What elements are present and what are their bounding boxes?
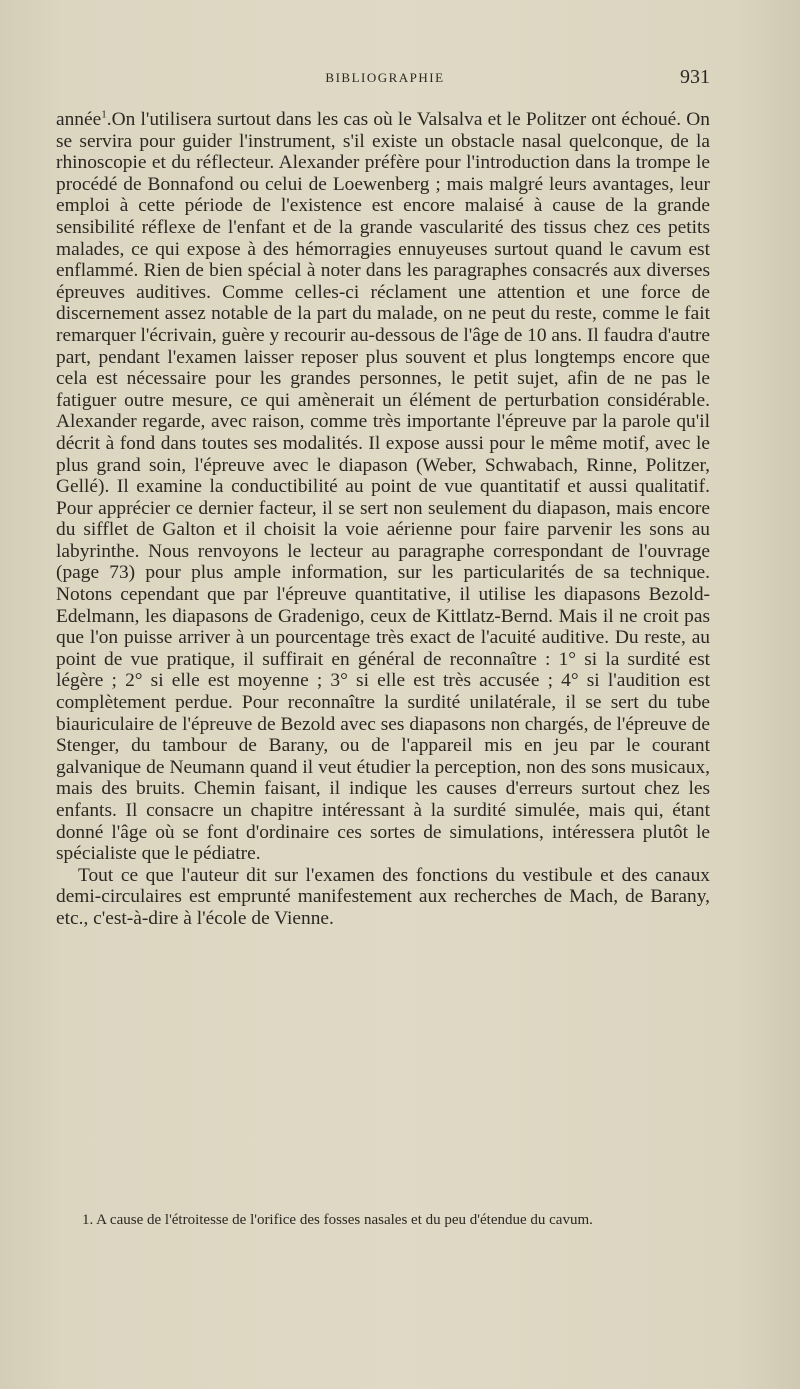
paragraph-2: Tout ce que l'auteur dit sur l'examen des fonctions du vestibule et des canaux demi-circulaires est emprunté manifestement aux recherches de Mach, de Barany, etc., c'est-à-dire à l'école de Vienne. [56, 864, 710, 929]
running-title: BIBLIOGRAPHIE [325, 70, 445, 85]
footnote-reference[interactable]: 1 [101, 108, 107, 121]
body-text [56, 109, 710, 930]
page-number: 931 [680, 66, 710, 88]
paragraph-1-start: année [56, 109, 102, 130]
paragraph-1 [56, 109, 710, 865]
page-header [60, 66, 710, 92]
paragraph-1-text: .On l'utilisera surtout dans les cas où le Valsalva et le Politzer ont échoué. On se servira pour guider l'instrument, s'il existe un obstacle nasal quelconque, de la rhinoscopie et du réflecteur. Alexander préfère pour l'introduction dans la trompe le procédé de Bonnafond ou celui de Loewenberg ; mais malgré leurs avantages, leur emploi à cette période de l'existence est encore malaisé à cause de la grande sensibilité réflexe de l'enfant et de la grande vascularité des tissus chez ces petits malades, ce qui expose à des hémorragies ennuyeuses surtout quand le cavum est enflammé. Rien de bien spécial à noter dans les paragraphes consacrés aux diverses épreuves auditives. Comme celles-ci réclament une attention et une force de discernement assez notable de la part du malade, on ne peut du reste, comme le fait remarquer l'écrivain, guère y recourir au-dessous de l'âge de 10 ans. Il faudra d'autre part, pendant l'examen laisser reposer plus souvent et plus longtemps encore que cela est nécessaire pour les grandes personnes, le petit sujet, afin de ne pas le fatiguer outre mesure, ce qui amènerait un élément de perturbation considérable. Alexander regarde, avec raison, comme très importante l'épreuve par la parole qu'il décrit à fond dans toutes ses modalités. Il expose aussi pour le même motif, avec le plus grand soin, l'épreuve avec le diapason (Weber, Schwabach, Rinne, Politzer, Gellé). Il examine la conductibilité au point de vue quantitatif et aussi qualitatif. Pour apprécier ce dernier facteur, il se sert non seulement du diapason, mais encore du sifflet de Galton et il choisit la voie aérienne pour faire parvenir les sons au labyrinthe. Nous renvoyons le lecteur au paragraphe correspondant de l'ouvrage (page 73) pour plus ample information, sur les particularités de sa technique. Notons cependant que par l'épreuve quantitative, il utilise les diapasons Bezold-Edelmann, les diapasons de Gradenigo, ceux de Kittlatz-Bernd. Mais il ne croit pas que l'on puisse arriver à un pourcentage très exact de l'acuité auditive. Du reste, au point de vue pratique, il suffirait en général de reconnaître : 1° si la surdité est légère ; 2° si elle est moyenne ; 3° si elle est très accusée ; 4° si l'audition est complètement perdue. Pour reconnaître la surdité unilatérale, il se sert du tube biauriculaire de l'épreuve de Bezold avec ses diapasons non chargés, de l'épreuve de Stenger, du tambour de Barany, ou de l'appareil mis en jeu par le courant galvanique de Neumann quand il veut étudier la perception, non des sons musicaux, mais des bruits. Chemin faisant, il indique les causes d'erreurs surtout chez les enfants. Il consacre un chapitre intéressant à la surdité simulée, mais qui, étant donné l'âge où se font d'ordinaire ces sortes de simulations, intéressera plutôt le spécialiste que le pédiatre. [56, 109, 710, 865]
footnote: 1. A cause de l'étroitesse de l'orifice des fosses nasales et du peu d'étendue du cavum. [82, 1212, 593, 1228]
